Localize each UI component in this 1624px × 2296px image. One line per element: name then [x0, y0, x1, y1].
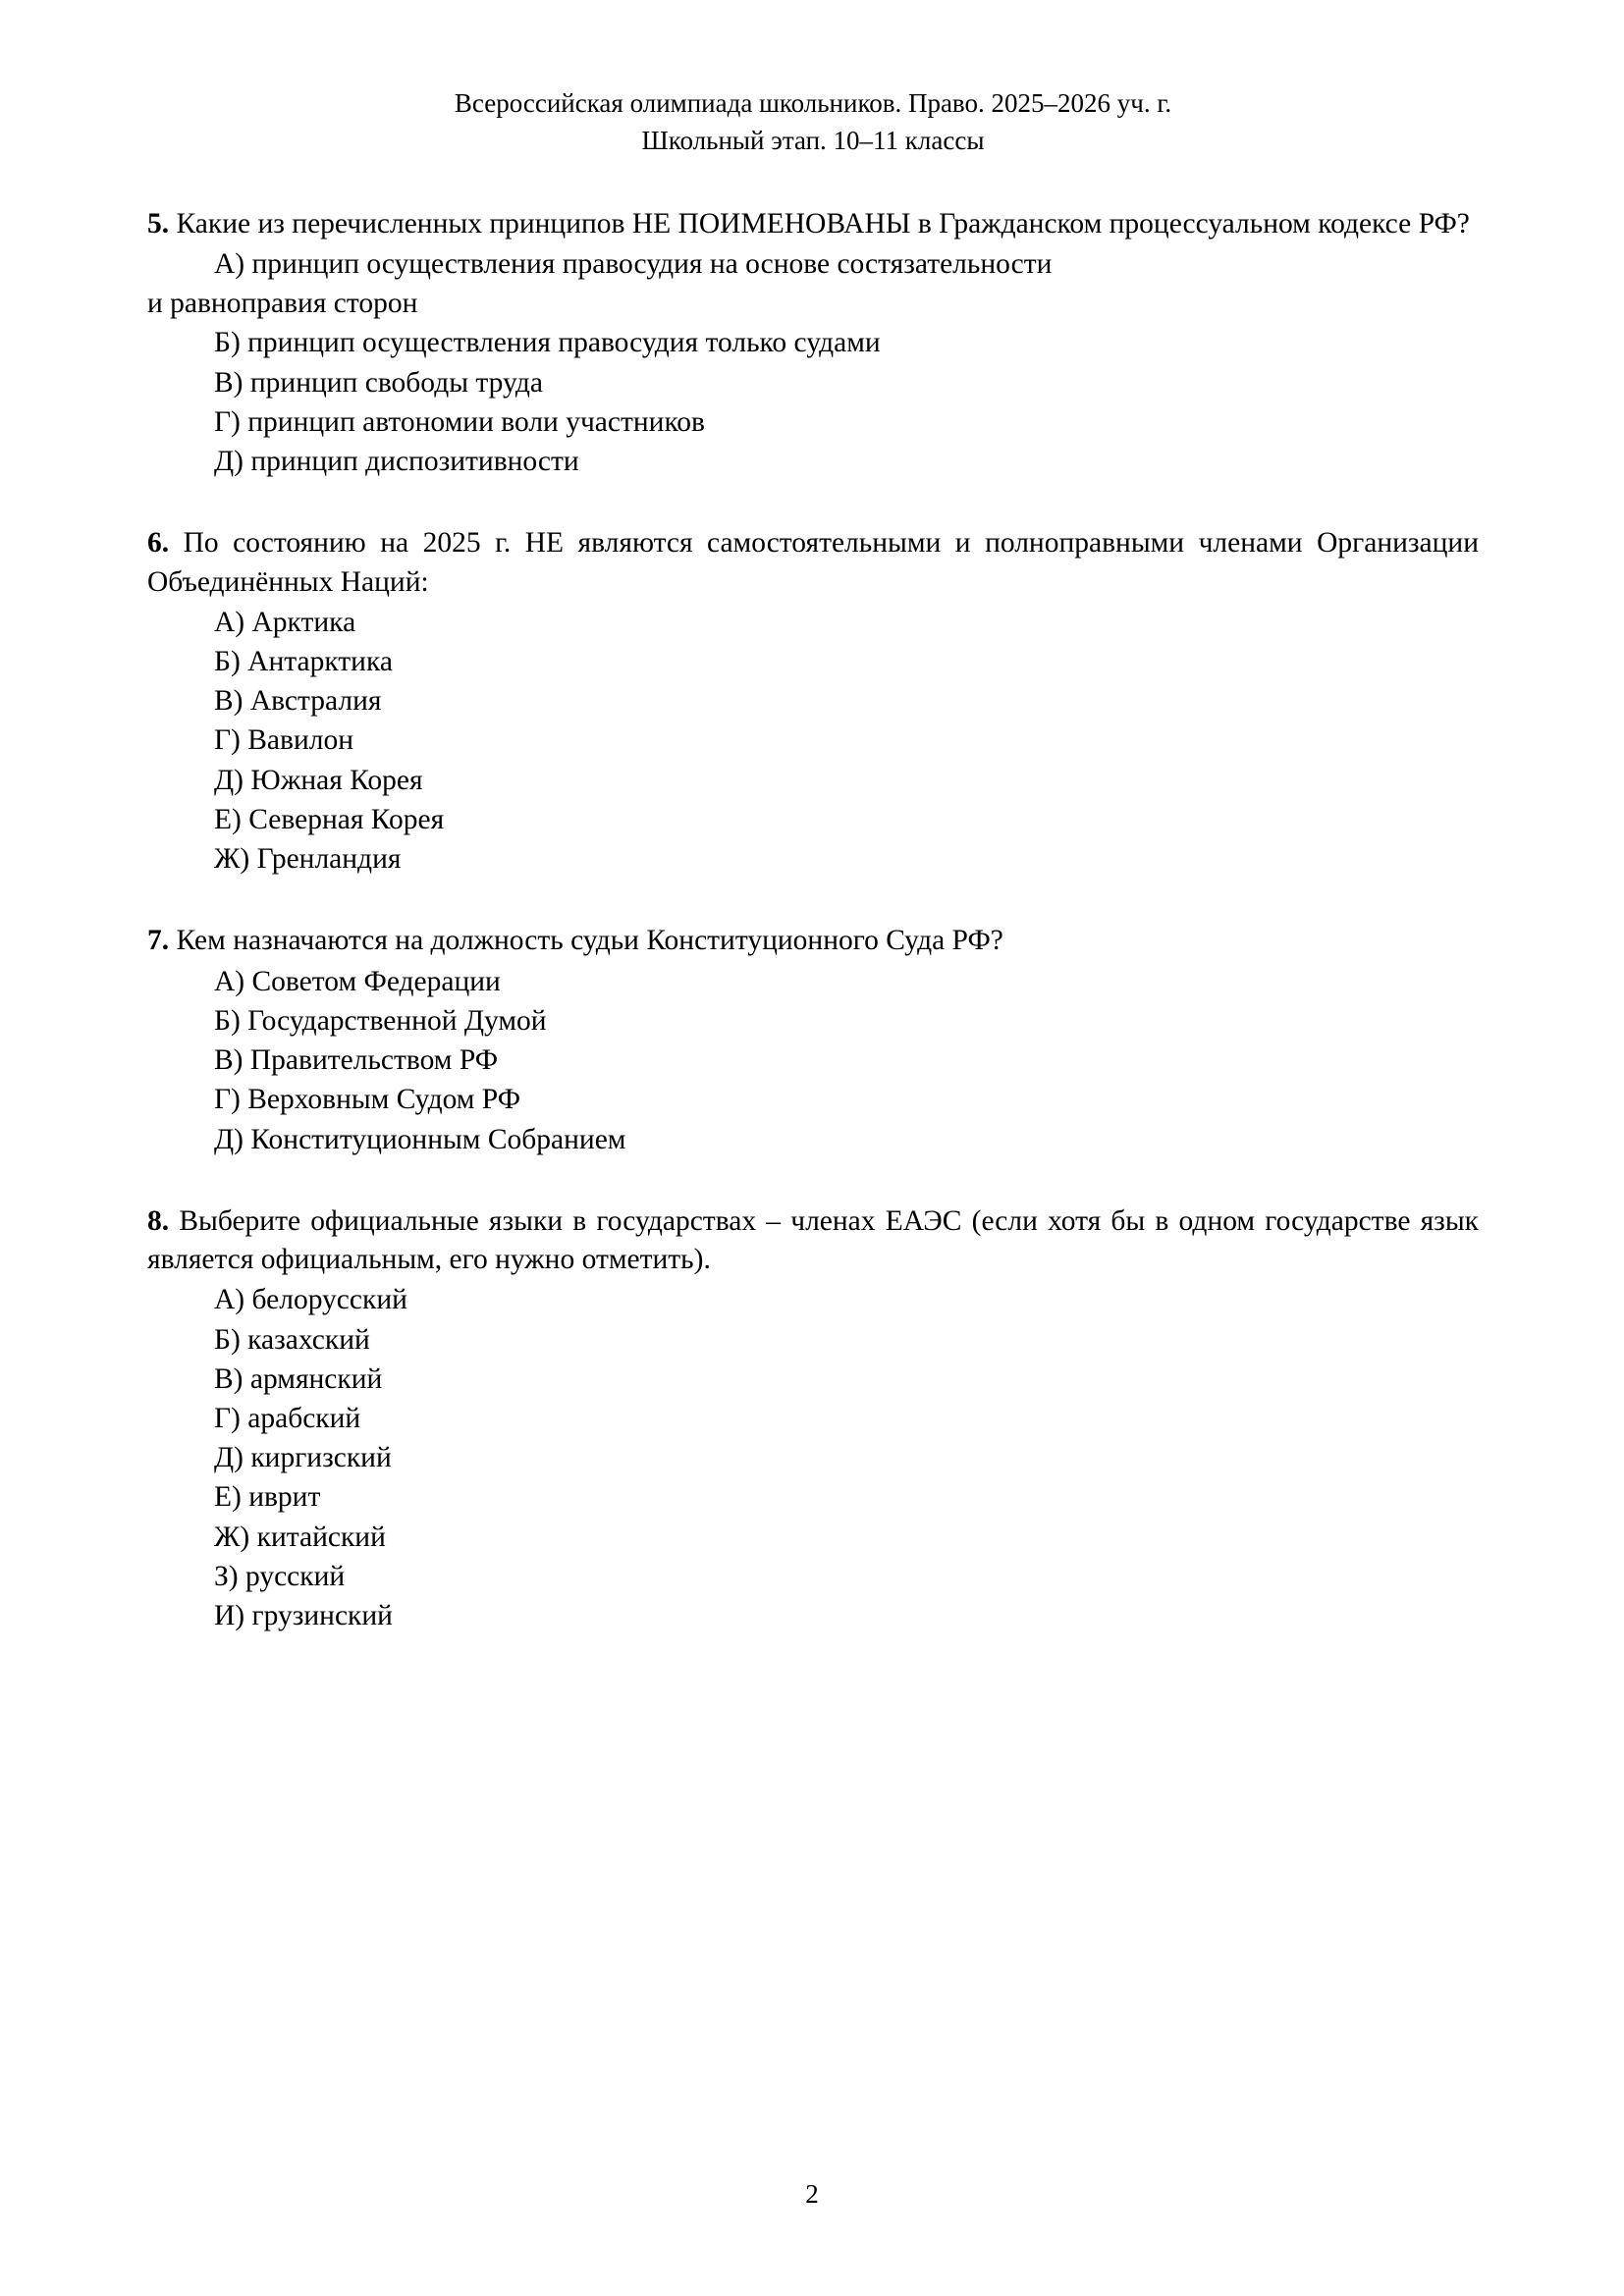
- option-item[interactable]: Б) Антарктика: [214, 646, 393, 677]
- option-item[interactable]: Г) Вавилон: [214, 724, 353, 757]
- question-stem-5: [147, 205, 1479, 243]
- options-list-7: [147, 963, 1479, 1159]
- question-block-6: [147, 524, 1479, 879]
- question-text-7: Кем назначаются на должность судьи Конституционного Суда РФ?: [176, 925, 1003, 957]
- option-item[interactable]: В) Правительством РФ: [214, 1044, 499, 1077]
- question-block-7: [147, 922, 1479, 1158]
- options-list-6: [147, 604, 1479, 880]
- question-number-5: 5.: [147, 207, 170, 240]
- question-block-8: [147, 1202, 1479, 1636]
- document-header: [147, 84, 1479, 160]
- options-list-8: [147, 1281, 1479, 1635]
- option-item[interactable]: Д) Конституционным Собранием: [214, 1123, 626, 1155]
- option-item[interactable]: Ж) Гренландия: [214, 843, 402, 876]
- option-item[interactable]: И) грузинский: [214, 1600, 393, 1632]
- question-stem-8: [147, 1202, 1479, 1279]
- option-item[interactable]: Г) арабский: [214, 1402, 361, 1434]
- option-item[interactable]: З) русский: [214, 1560, 346, 1592]
- question-number-7: 7.: [147, 925, 170, 957]
- header-line-2: Школьный этап. 10–11 классы: [641, 126, 985, 156]
- option-item[interactable]: А) Советом Федерации: [214, 965, 501, 997]
- question-text-8: Выберите официальные языки в государствах – членах ЕАЭС (если хотя бы в одном государстве язык является официальным, его нужно отметить).: [147, 1204, 1479, 1276]
- option-item[interactable]: А) принцип осуществления правосудия на основе состязательности: [214, 247, 1053, 280]
- question-stem-7: [147, 922, 1479, 960]
- option-item-continuation: и равноправия сторон: [147, 288, 418, 320]
- option-item[interactable]: Д) Южная Корея: [214, 764, 423, 796]
- option-item[interactable]: В) принцип свободы труда: [214, 366, 544, 399]
- option-item[interactable]: В) Австралия: [214, 685, 382, 718]
- question-stem-6: [147, 524, 1479, 601]
- header-line-1: Всероссийская олимпиада школьников. Право. 2025–2026 уч. г.: [454, 88, 1172, 118]
- option-item[interactable]: Г) принцип автономии воли участников: [214, 405, 705, 438]
- option-item[interactable]: Г) Верховным Судом РФ: [214, 1084, 521, 1116]
- question-text-6: По состоянию на 2025 г. НЕ являются самостоятельными и полноправными членами Организации Объединённых Наций:: [147, 527, 1480, 598]
- option-item[interactable]: Д) киргизский: [214, 1442, 392, 1474]
- option-item[interactable]: Е) Северная Корея: [214, 803, 445, 835]
- option-item[interactable]: В) армянский: [214, 1362, 383, 1395]
- option-item[interactable]: Е) иврит: [214, 1481, 321, 1514]
- page-number: 2: [805, 2179, 819, 2209]
- option-item[interactable]: А) Арктика: [214, 606, 356, 638]
- question-block-5: [147, 205, 1479, 482]
- option-item[interactable]: Б) принцип осуществления правосудия только судами: [214, 327, 881, 359]
- option-item[interactable]: Д) принцип диспозитивности: [214, 446, 579, 478]
- question-text-5: Какие из перечисленных принципов НЕ ПОИМЕНОВАНЫ в Гражданском процессуальном кодексе РФ?: [176, 207, 1470, 240]
- option-item[interactable]: А) белорусский: [214, 1284, 407, 1316]
- option-item[interactable]: Б) Государственной Думой: [214, 1004, 547, 1037]
- option-item[interactable]: Ж) китайский: [214, 1521, 386, 1553]
- question-number-8: 8.: [147, 1204, 170, 1237]
- option-item[interactable]: Б) казахский: [214, 1323, 370, 1356]
- options-list-5: [147, 245, 1479, 481]
- question-number-6: 6.: [147, 527, 170, 560]
